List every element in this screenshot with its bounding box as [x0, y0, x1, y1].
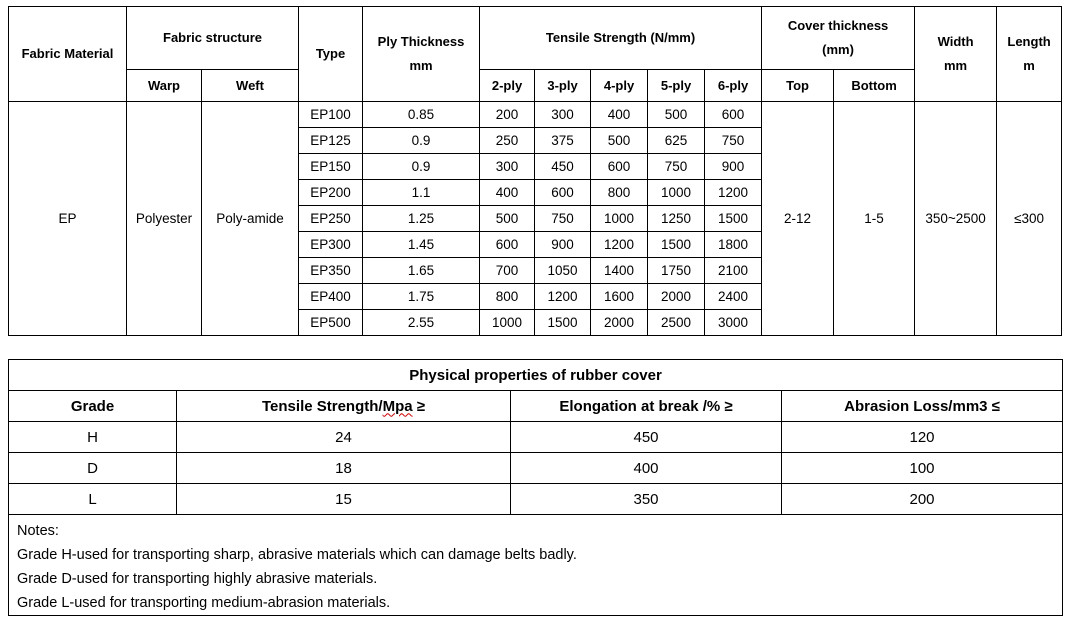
cover-bottom-cell: 1-5	[834, 102, 915, 336]
strength-cell: 600	[535, 180, 591, 206]
strength-cell: 1200	[591, 232, 648, 258]
strength-cell: 2000	[591, 310, 648, 336]
grade-cell: H	[9, 422, 177, 453]
strength-cell: 500	[591, 128, 648, 154]
tensile-cell: 24	[177, 422, 511, 453]
type-cell: EP250	[299, 206, 363, 232]
table-row	[9, 102, 1062, 128]
strength-cell: 300	[480, 154, 535, 180]
header-grade: Grade	[9, 391, 177, 422]
type-cell: EP150	[299, 154, 363, 180]
strength-cell: 400	[591, 102, 648, 128]
note-grade-d: Grade D-used for transporting highly abrasive materials.	[17, 571, 378, 587]
strength-cell: 1000	[648, 180, 705, 206]
strength-cell: 2000	[648, 284, 705, 310]
grade-cell: D	[9, 453, 177, 484]
spellcheck-underline: Mpa	[382, 397, 413, 415]
elongation-cell: 400	[511, 453, 782, 484]
type-cell: EP300	[299, 232, 363, 258]
header-length	[997, 7, 1062, 102]
width-cell: 350~2500	[915, 102, 997, 336]
header-weft: Weft	[202, 70, 299, 102]
strength-cell: 600	[591, 154, 648, 180]
notes-cell	[9, 515, 1063, 616]
strength-cell: 900	[705, 154, 762, 180]
strength-cell: 1050	[535, 258, 591, 284]
header-cover-thickness	[762, 7, 915, 70]
fabric-material-cell: EP	[9, 102, 127, 336]
warp-cell: Polyester	[127, 102, 202, 336]
header-tensile-mpa-text: Tensile Strength/Mpa	[262, 397, 413, 415]
header-cover-thickness-line2: (mm)	[822, 42, 854, 57]
thickness-cell: 2.55	[363, 310, 480, 336]
rubber-cover-properties-table	[8, 359, 1063, 616]
notes-heading: Notes:	[17, 523, 59, 539]
strength-cell: 625	[648, 128, 705, 154]
strength-cell: 1750	[648, 258, 705, 284]
strength-cell: 600	[705, 102, 762, 128]
strength-cell: 1800	[705, 232, 762, 258]
elongation-cell: 450	[511, 422, 782, 453]
thickness-cell: 1.45	[363, 232, 480, 258]
type-cell: EP500	[299, 310, 363, 336]
strength-cell: 800	[591, 180, 648, 206]
strength-cell: 750	[535, 206, 591, 232]
rubber-cover-title: Physical properties of rubber cover	[9, 360, 1063, 391]
strength-cell: 1000	[591, 206, 648, 232]
strength-cell: 600	[480, 232, 535, 258]
strength-cell: 900	[535, 232, 591, 258]
header-fabric-structure: Fabric structure	[127, 7, 299, 70]
table-row	[9, 422, 1063, 453]
header-ply-thickness-line2: mm	[409, 58, 433, 73]
table-row	[9, 453, 1063, 484]
note-grade-h: Grade H-used for transporting sharp, abrasive materials which can damage belts badly.	[17, 547, 577, 563]
strength-cell: 300	[535, 102, 591, 128]
header-elongation-text: Elongation at break /%	[559, 397, 721, 415]
strength-cell: 3000	[705, 310, 762, 336]
thickness-cell: 0.9	[363, 154, 480, 180]
length-cell: ≤300	[997, 102, 1062, 336]
thickness-cell: 0.9	[363, 128, 480, 154]
header-4-ply: 4-ply	[591, 70, 648, 102]
table-row	[9, 484, 1063, 515]
conveyor-belt-spec-table	[8, 6, 1062, 336]
strength-cell: 1500	[648, 232, 705, 258]
type-cell: EP400	[299, 284, 363, 310]
header-abrasion-loss-text: Abrasion Loss/mm3	[844, 397, 988, 415]
grade-cell: L	[9, 484, 177, 515]
thickness-cell: 1.1	[363, 180, 480, 206]
type-cell: EP100	[299, 102, 363, 128]
tensile-cell: 15	[177, 484, 511, 515]
greater-equal-symbol: ≥	[416, 397, 425, 415]
header-fabric-material: Fabric Material	[9, 7, 127, 102]
header-length-line2: m	[1023, 58, 1035, 73]
header-6-ply: 6-ply	[705, 70, 762, 102]
abrasion-cell: 120	[782, 422, 1063, 453]
less-equal-symbol: ≤	[991, 397, 1000, 415]
strength-cell: 1600	[591, 284, 648, 310]
strength-cell: 750	[705, 128, 762, 154]
strength-cell: 500	[648, 102, 705, 128]
strength-cell: 375	[535, 128, 591, 154]
strength-cell: 1200	[535, 284, 591, 310]
strength-cell: 1500	[705, 206, 762, 232]
tensile-cell: 18	[177, 453, 511, 484]
type-cell: EP350	[299, 258, 363, 284]
header-5-ply: 5-ply	[648, 70, 705, 102]
strength-cell: 250	[480, 128, 535, 154]
header-warp: Warp	[127, 70, 202, 102]
strength-cell: 1250	[648, 206, 705, 232]
header-ply-thickness	[363, 7, 480, 102]
header-type: Type	[299, 7, 363, 102]
header-width	[915, 7, 997, 102]
strength-cell: 1500	[535, 310, 591, 336]
strength-cell: 700	[480, 258, 535, 284]
strength-cell: 1400	[591, 258, 648, 284]
greater-equal-symbol: ≥	[724, 397, 733, 415]
strength-cell: 2400	[705, 284, 762, 310]
strength-cell: 2500	[648, 310, 705, 336]
header-tensile-strength: Tensile Strength (N/mm)	[480, 7, 762, 70]
thickness-cell: 0.85	[363, 102, 480, 128]
type-cell: EP200	[299, 180, 363, 206]
header-cover-top: Top	[762, 70, 834, 102]
note-grade-l: Grade L-used for transporting medium-abrasion materials.	[17, 595, 391, 611]
header-cover-thickness-line1: Cover thickness	[787, 18, 889, 33]
strength-cell: 500	[480, 206, 535, 232]
header-width-line1: Width	[937, 34, 974, 49]
strength-cell: 1000	[480, 310, 535, 336]
header-length-line1: Length	[1007, 34, 1051, 49]
thickness-cell: 1.65	[363, 258, 480, 284]
strength-cell: 1200	[705, 180, 762, 206]
header-cover-bottom: Bottom	[834, 70, 915, 102]
strength-cell: 2100	[705, 258, 762, 284]
thickness-cell: 1.75	[363, 284, 480, 310]
header-ply-thickness-line1: Ply Thickness	[377, 34, 465, 49]
thickness-cell: 1.25	[363, 206, 480, 232]
header-2-ply: 2-ply	[480, 70, 535, 102]
abrasion-cell: 200	[782, 484, 1063, 515]
elongation-cell: 350	[511, 484, 782, 515]
strength-cell: 400	[480, 180, 535, 206]
header-tensile-mpa	[177, 391, 511, 422]
header-abrasion-loss	[782, 391, 1063, 422]
header-tensile-mpa-label	[262, 398, 413, 415]
abrasion-cell: 100	[782, 453, 1063, 484]
weft-cell: Poly-amide	[202, 102, 299, 336]
strength-cell: 200	[480, 102, 535, 128]
type-cell: EP125	[299, 128, 363, 154]
strength-cell: 450	[535, 154, 591, 180]
strength-cell: 750	[648, 154, 705, 180]
cover-top-cell: 2-12	[762, 102, 834, 336]
header-elongation	[511, 391, 782, 422]
header-width-line2: mm	[944, 58, 968, 73]
header-3-ply: 3-ply	[535, 70, 591, 102]
strength-cell: 800	[480, 284, 535, 310]
